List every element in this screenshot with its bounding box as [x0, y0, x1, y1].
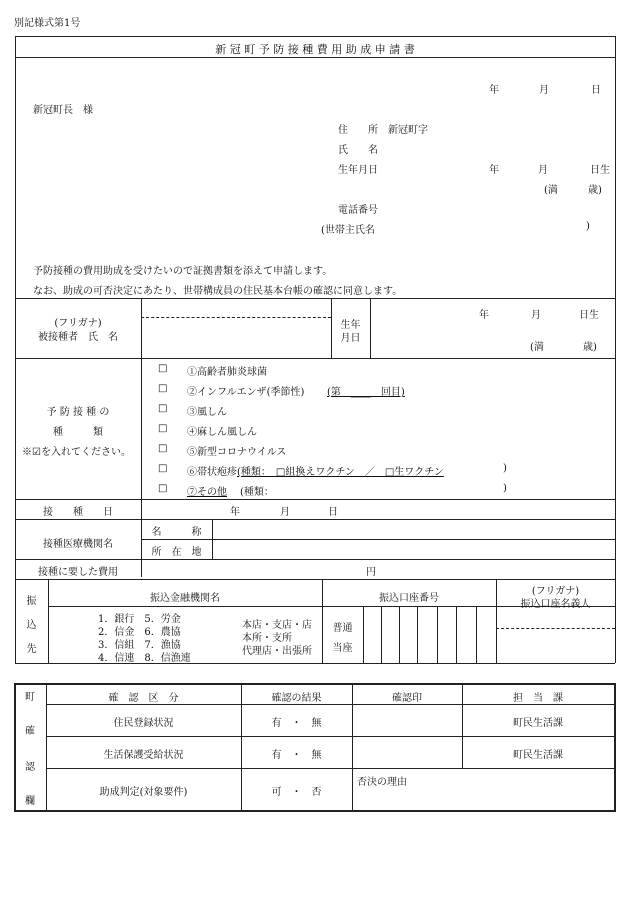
vaccine-label-1: 予 防 接 種 の — [46, 407, 110, 418]
branch-type-1: 本店・支店・店 — [242, 620, 312, 631]
checkbox[interactable]: □ — [158, 383, 168, 394]
account-type-current: 当座 — [332, 643, 353, 654]
holder-header: 振込口座名義人 — [520, 599, 591, 610]
confirm-header-seal: 確認印 — [392, 693, 422, 704]
confirm-header-category: 確 認 区 分 — [108, 693, 179, 704]
account-header: 振込口座番号 — [379, 593, 439, 604]
transfer-side-1: 振 — [26, 596, 37, 607]
confirm-side-2: 確 — [25, 726, 35, 737]
transfer-side-2: 込 — [26, 620, 37, 631]
cost-unit: 円 — [366, 567, 376, 578]
address-value: 新冠町字 — [388, 125, 428, 136]
vaccine-label-3: ※☑を入れてください。 — [22, 447, 131, 458]
bank-type-3: 3．信組 7．漁協 — [98, 640, 181, 651]
date-month: 月 — [539, 85, 549, 96]
vaccination-year: 年 — [230, 507, 240, 518]
form-title: 新 冠 町 予 防 接 種 費 用 助 成 申 請 書 — [215, 43, 415, 56]
date-day: 日 — [591, 85, 601, 96]
confirm-row-3-category: 助成判定(対象要件) — [99, 787, 188, 798]
recipient-age-close: 歳) — [583, 342, 597, 353]
vaccination-month: 月 — [280, 507, 290, 518]
statement-1: 予防接種の費用助成を受けたいので証拠書類を添えて申請します。 — [33, 266, 333, 277]
confirm-side-4: 欄 — [25, 796, 35, 807]
recipient-name-label: 被接種者 氏 名 — [38, 332, 118, 343]
bank-type-2: 2．信金 6．農協 — [98, 627, 181, 638]
vaccination-day: 日 — [328, 507, 338, 518]
statement-2: なお、助成の可否決定にあたり、世帯構成員の住民基本台帳の確認に同意します。 — [33, 286, 403, 297]
vaccine-item-1: ①高齢者肺炎球菌 — [187, 367, 267, 378]
checkbox[interactable]: □ — [158, 403, 168, 414]
branch-type-3: 代理店・出張所 — [242, 646, 312, 657]
bank-type-4: 4．信連 8．信漁連 — [98, 653, 191, 664]
householder-close: ) — [586, 221, 590, 232]
phone-label: 電話番号 — [338, 205, 378, 216]
checkbox[interactable]: □ — [158, 423, 168, 434]
vaccine-item-7-kind: (種類： — [240, 487, 274, 498]
transfer-side-3: 先 — [26, 644, 37, 655]
checkbox[interactable]: □ — [158, 363, 168, 374]
vaccination-date-label: 接 種 日 — [43, 507, 113, 518]
confirm-row-1-category: 住民登録状況 — [113, 718, 174, 729]
bank-type-1: 1．銀行 5．労金 — [98, 614, 181, 625]
recipient-day: 日生 — [579, 310, 599, 321]
vaccine-item-6: ⑥帯状疱疹 — [187, 467, 237, 478]
vaccine-item-4: ④麻しん風しん — [187, 427, 257, 438]
date-year: 年 — [489, 85, 499, 96]
vaccine-label-2: 種 類 — [53, 427, 103, 438]
confirm-row-1-result: 有 ・ 無 — [271, 718, 322, 729]
vaccine-item-3: ③風しん — [187, 407, 227, 418]
vaccine-item-7: ⑦その他 — [187, 487, 227, 498]
vaccine-item-5: ⑤新型コロナウイルス — [187, 447, 287, 458]
birth-day: 日生 — [590, 165, 610, 176]
birth-year: 年 — [489, 165, 499, 176]
birth-month: 月 — [538, 165, 548, 176]
bank-header: 振込金融機関名 — [150, 593, 220, 604]
holder-furigana: (フリガナ) — [531, 586, 580, 597]
confirm-side-3: 認 — [25, 762, 35, 773]
confirm-header-result: 確認の結果 — [271, 693, 322, 704]
vaccine-item-6-kind: (種類： □組換えワクチン ／ □生ワクチン — [237, 467, 444, 478]
checkbox[interactable]: □ — [158, 443, 168, 454]
cost-label: 接種に要した費用 — [38, 567, 118, 578]
recipient-furigana: (フリガナ) — [54, 318, 102, 329]
account-type-ordinary: 普通 — [332, 623, 353, 634]
confirm-row-2-result: 有 ・ 無 — [271, 750, 322, 761]
branch-type-2: 本所・支所 — [242, 633, 292, 644]
vaccine-item-2-dose: (第 ____ 回目) — [327, 387, 405, 398]
name-label: 氏 名 — [338, 145, 378, 156]
vaccine-item-6-close: ) — [503, 463, 507, 474]
age-close: 歳) — [588, 185, 602, 196]
checkbox[interactable]: □ — [158, 483, 168, 494]
recipient-month: 月 — [531, 310, 541, 321]
vaccine-item-7-close: ) — [503, 483, 507, 494]
birth-label: 生年月日 — [338, 165, 378, 176]
recipient-birth-label-1: 生年 — [340, 320, 361, 331]
householder-label: (世帯主氏名 — [321, 225, 375, 236]
institution-location-label: 所 在 地 — [151, 547, 202, 558]
confirm-row-3-result: 可 ・ 否 — [271, 787, 322, 798]
confirm-side-1: 町 — [25, 692, 35, 703]
age-open: (満 — [544, 185, 558, 196]
checkbox[interactable]: □ — [158, 463, 168, 474]
address-label: 住 所 — [338, 125, 378, 136]
institution-name-label: 名 称 — [151, 527, 202, 538]
recipient-age-open: (満 — [530, 342, 544, 353]
confirm-row-2-category: 生活保護受給状況 — [103, 750, 184, 761]
institution-label: 接種医療機関名 — [43, 539, 113, 550]
confirm-header-dept: 担 当 課 — [513, 693, 563, 704]
form-number: 別記様式第1号 — [14, 18, 81, 29]
recipient-birth-label-2: 月日 — [340, 333, 361, 344]
confirm-row-1-dept: 町民生活課 — [513, 718, 563, 729]
confirm-row-2-dept: 町民生活課 — [513, 750, 563, 761]
addressee: 新冠町長 様 — [33, 105, 93, 116]
rejection-reason-label: 否決の理由 — [357, 777, 407, 788]
recipient-year: 年 — [479, 310, 489, 321]
vaccine-item-2: ②インフルエンザ(季節性) — [187, 387, 305, 398]
